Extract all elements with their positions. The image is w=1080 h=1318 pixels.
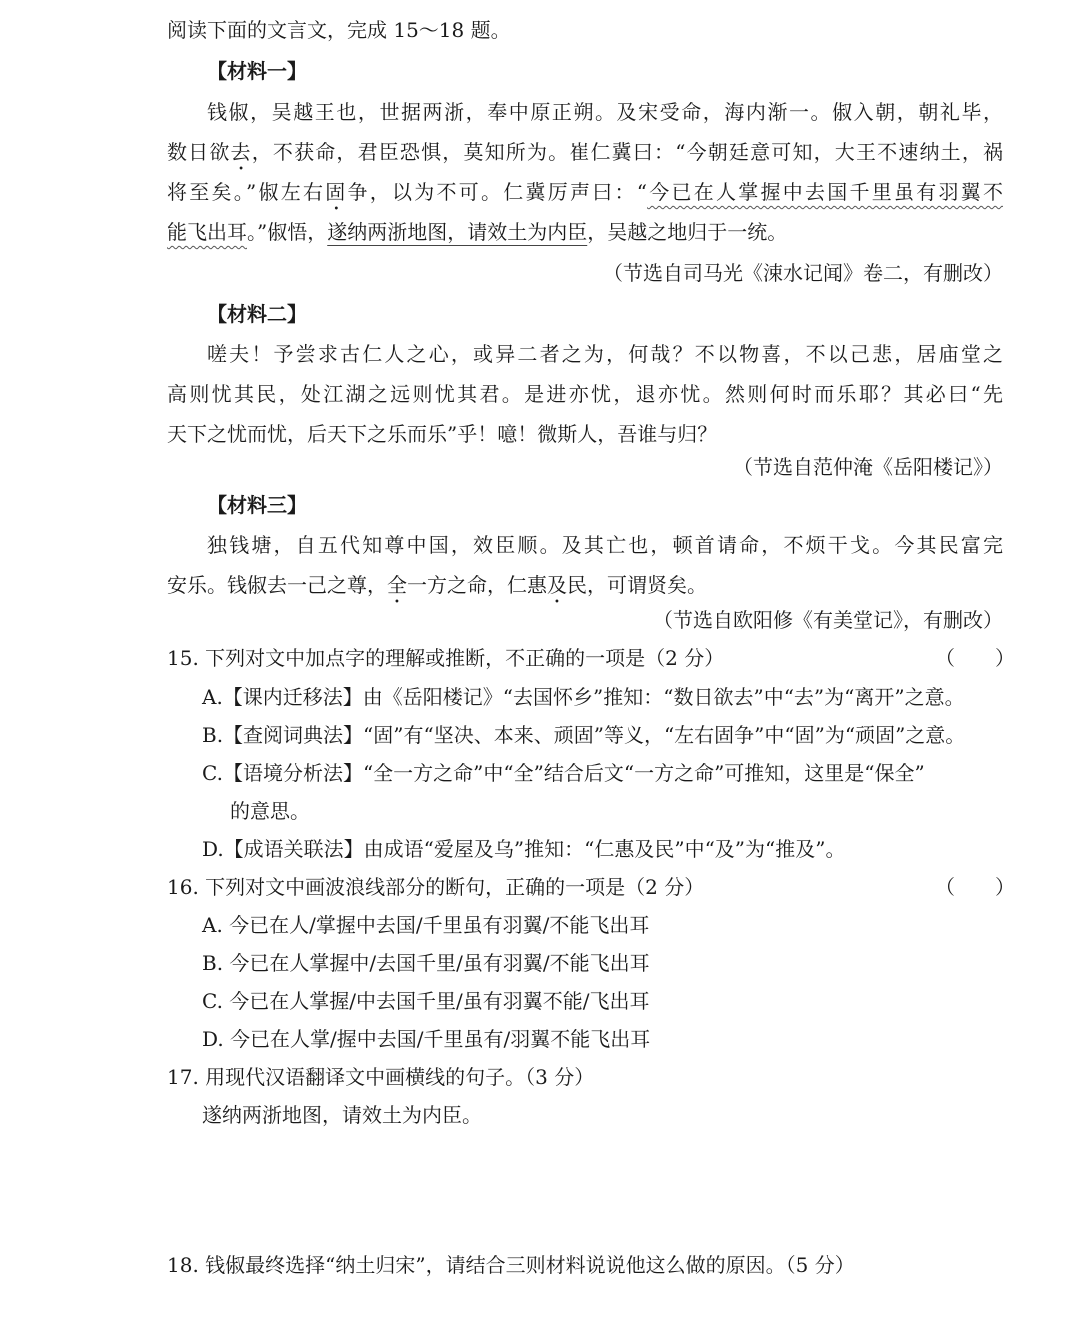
material-2-source: （节选自范仲淹《岳阳楼记》） [733,455,1003,479]
text-span: 安乐。钱俶去一己之尊， [167,573,387,597]
material-2-line-1: 嗟夫！予尝求古仁人之心，或异二者之为，何哉？不以物喜，不以己悲，居庙堂之 [207,342,1003,366]
text-span: ，吴越之地归于一统。 [587,220,788,244]
question-15-option-c: C.【语境分析法】“全一方之命”中“全”结合后文“一方之命”可推知，这里是“保全” [202,761,925,785]
material-1-source: （节选自司马光《涑水记闻》卷二，有删改） [603,261,1003,285]
text-span: 。”俶悟， [247,220,328,244]
material-1-line-3 [167,178,1003,215]
answer-paren-16: （ ） [935,875,1015,899]
question-16-stem: 16. 下列对文中画波浪线部分的断句，正确的一项是（2 分） [167,875,705,899]
text-span: 民，可谓贤矣。 [567,573,707,597]
answer-space-18[interactable] [167,1285,1003,1315]
material-1-title: 【材料一】 [207,59,307,83]
material-2-line-2: 高则忧其民，处江湖之远则忧其君。是进亦忧，退亦忧。然则何时而乐耶？其必曰“先 [167,382,1003,406]
material-1-line-4 [167,218,1003,246]
material-1-line-2 [167,138,1003,175]
wavy-underlined-sentence: 能飞出耳 [167,220,247,244]
text-span: 将至矣。”俶左右 [167,180,326,204]
question-15-option-b: B.【查阅词典法】“固”有“坚决、本来、顽固”等义，“左右固争”中“固”为“顽固”之意。 [202,723,966,747]
question-16-option-c: C. 今已在人掌握/中去国千里/虽有羽翼不能/飞出耳 [202,989,650,1013]
answer-space-17[interactable] [167,1140,1003,1240]
wavy-underlined-sentence: 今已在人掌握中去国千里虽有羽翼不 [647,180,1004,204]
question-16-option-a: A. 今已在人/掌握中去国/千里虽有羽翼/不能飞出耳 [202,913,650,937]
question-17-stem: 17. 用现代汉语翻译文中画横线的句子。（3 分） [167,1065,595,1089]
material-3-title: 【材料三】 [207,493,307,517]
answer-paren-15: （ ） [935,646,1015,670]
text-span: ，不获命，君臣恐惧，莫知所为。崔仁冀曰：“今朝廷意可知，大王不速纳土，祸 [251,140,1004,164]
dotted-char-gu: 固 [325,180,348,204]
question-17-sentence: 遂纳两浙地图，请效土为内臣。 [202,1103,482,1127]
question-15-option-d: D.【成语关联法】由成语“爱屋及乌”推知：“仁惠及民”中“及”为“推及”。 [202,837,846,861]
question-15-stem: 15. 下列对文中加点字的理解或推断，不正确的一项是（2 分） [167,646,725,670]
question-16-option-b: B. 今已在人掌握中/去国千里/虽有羽翼/不能飞出耳 [202,951,650,975]
question-16-option-d: D. 今已在人掌/握中去国/千里虽有/羽翼不能飞出耳 [202,1027,651,1051]
text-span: 数日欲 [167,140,231,164]
instruction: 阅读下面的文言文，完成 15～18 题。 [167,18,511,42]
material-2-title: 【材料二】 [207,302,307,326]
dotted-char-ji: 及 [547,573,567,597]
material-3-line-1: 独钱塘，自五代知尊中国，效臣顺。及其亡也，顿首请命，不烦干戈。今其民富完 [207,533,1003,557]
text-span: 一方之命，仁惠 [407,573,547,597]
dotted-char-qu: 去 [230,140,252,164]
question-15-option-a: A.【课内迁移法】由《岳阳楼记》“去国怀乡”推知：“数日欲去”中“去”为“离开”之意。 [202,685,965,709]
underlined-sentence: 遂纳两浙地图，请效土为内臣 [327,220,588,244]
dotted-char-quan: 全 [387,573,407,597]
text-span: 争，以为不可。仁冀厉声曰：“ [347,180,647,204]
material-3-source: （节选自欧阳修《有美堂记》，有删改） [653,608,1003,632]
material-3-line-2 [167,571,1003,608]
material-1-line-1: 钱俶，吴越王也，世据两浙，奉中原正朔。及宋受命，海内渐一。俶入朝，朝礼毕， [207,100,1003,124]
question-15-option-c-cont: 的意思。 [230,799,310,823]
material-2-line-3: 天下之忧而忧，后天下之乐而乐”乎！噫！微斯人，吾谁与归？ [167,422,718,446]
question-18-stem: 18. 钱俶最终选择“纳土归宋”，请结合三则材料说说他这么做的原因。（5 分） [167,1253,855,1277]
